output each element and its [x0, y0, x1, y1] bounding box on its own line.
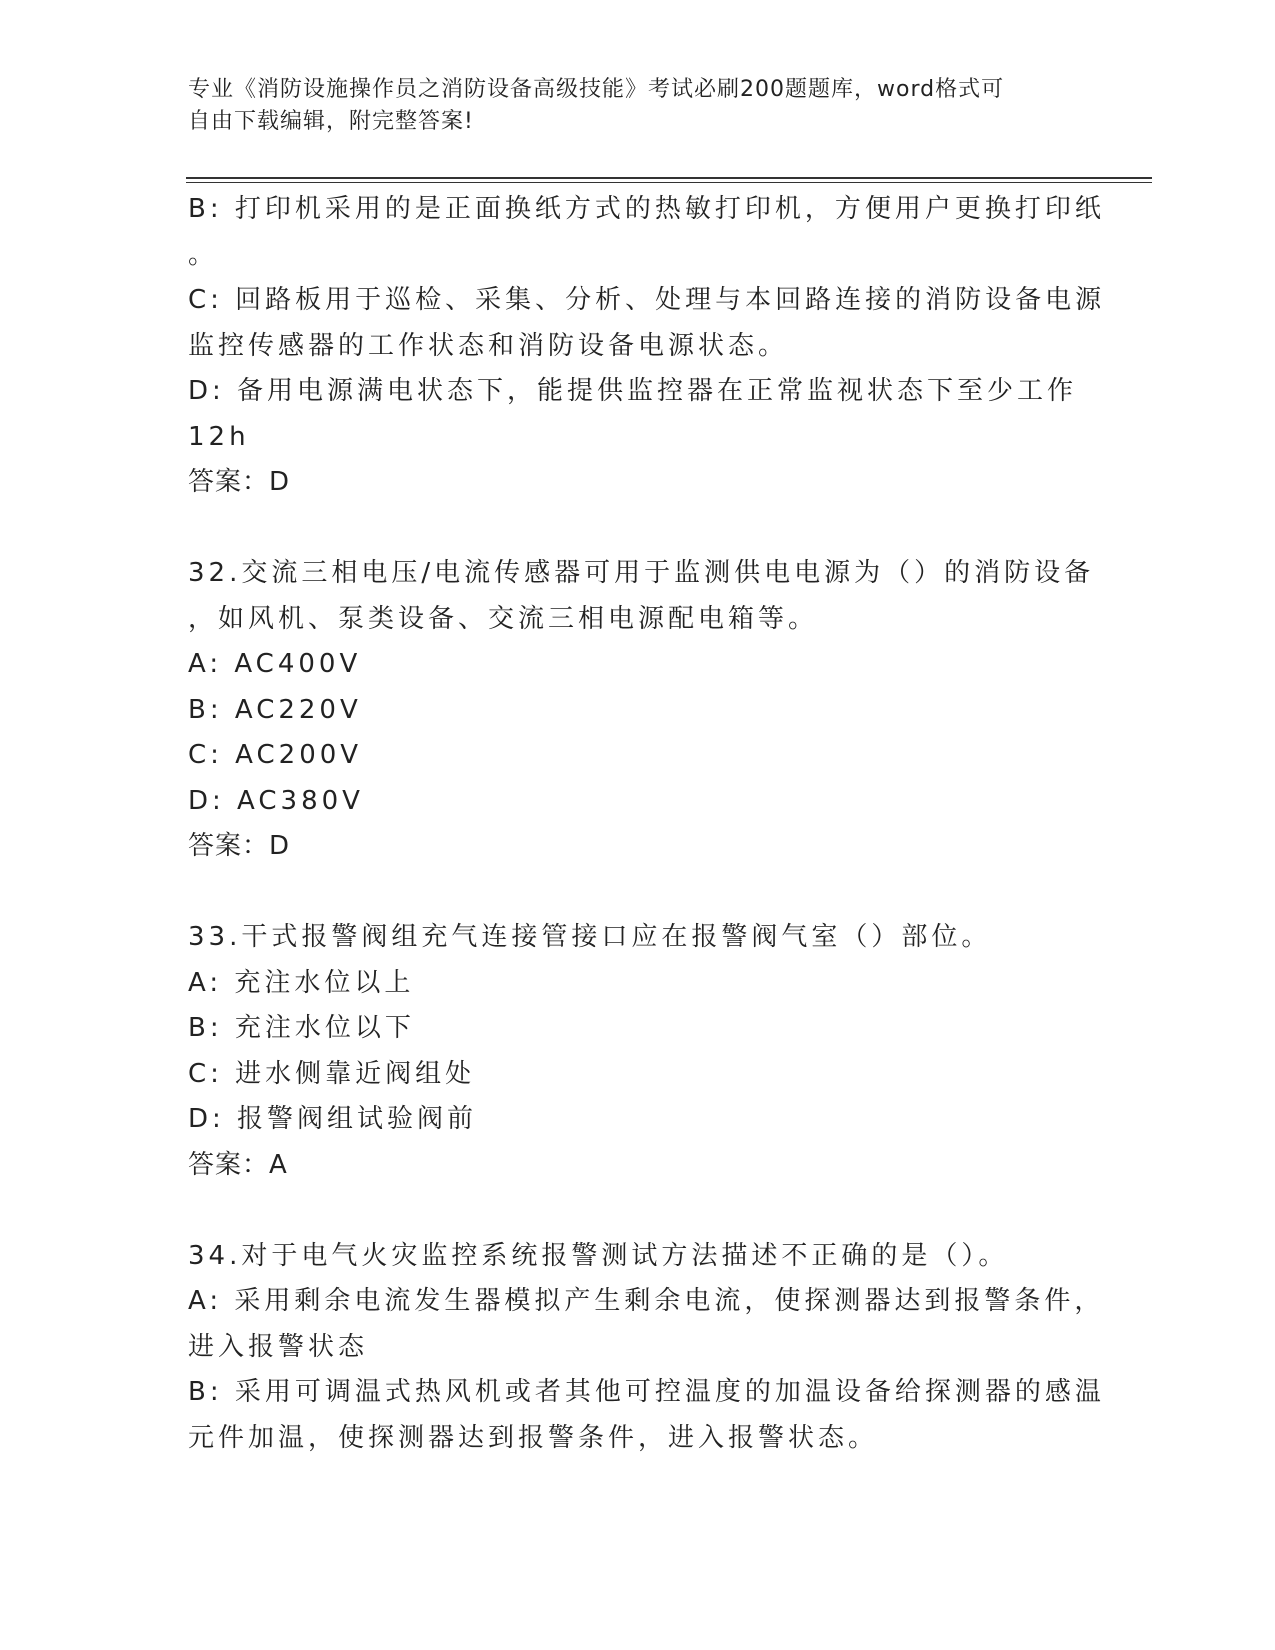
spacer	[188, 1188, 1088, 1234]
option-d-line-1: D: 备用电源满电状态下，能提供监控器在正常监视状态下至少工作	[188, 376, 1078, 406]
option-b: B: AC220V	[188, 694, 362, 725]
option-d: D: 报警阀组试验阀前	[188, 1104, 478, 1134]
question-stem-line-1: 32.交流三相电压/电流传感器可用于监测供电电源为（）的消防设备	[188, 558, 1095, 588]
answer: 答案：D	[188, 831, 291, 861]
question-content	[188, 187, 1106, 1461]
option-c-line-1: C: 回路板用于巡检、采集、分析、处理与本回路连接的消防设备电源	[188, 285, 1106, 315]
option-b-line-2: 。	[188, 239, 219, 270]
option-b-line-1: B: 打印机采用的是正面换纸方式的热敏打印机，方便用户更换打印纸	[188, 194, 1105, 224]
answer: 答案：A	[188, 1149, 288, 1180]
header-line-2: 自由下载编辑，附完整答案!	[188, 109, 474, 134]
question-33	[188, 915, 1088, 1188]
question-stem: 33.干式报警阀组充气连接管接口应在报警阀气室（）部位。	[188, 922, 992, 952]
option-c: C: 进水侧靠近阀组处	[188, 1058, 476, 1089]
question-stem-line-2: ，如风机、泵类设备、交流三相电源配电箱等。	[188, 603, 819, 634]
option-d-line-2: 12h	[188, 421, 250, 452]
header-rule-thick	[186, 177, 1152, 179]
option-a: A: AC400V	[188, 649, 362, 679]
option-b-line-2: 元件加温，使探测器达到报警条件，进入报警状态。	[188, 1422, 879, 1453]
question-34	[188, 1234, 1105, 1462]
question-stem: 34.对于电气火灾监控系统报警测试方法描述不正确的是（）。	[188, 1240, 1009, 1271]
option-b: B: 充注水位以下	[188, 1013, 415, 1043]
page-header	[188, 74, 1068, 138]
question-31-continued	[188, 187, 1106, 506]
option-a: A: 充注水位以上	[188, 967, 415, 998]
spacer	[188, 506, 1088, 552]
header-rule-thin	[186, 182, 1152, 183]
option-a-line-2: 进入报警状态	[188, 1331, 369, 1362]
option-b-line-1: B: 采用可调温式热风机或者其他可控温度的加温设备给探测器的感温	[188, 1377, 1105, 1407]
option-c: C: AC200V	[188, 740, 363, 770]
answer: 答案：D	[188, 467, 291, 497]
option-d: D: AC380V	[188, 785, 364, 816]
option-c-line-2: 监控传感器的工作状态和消防设备电源状态。	[188, 330, 789, 361]
header-line-1: 专业《消防设施操作员之消防设备高级技能》考试必刷200题题库，word格式可	[188, 77, 1005, 102]
spacer	[188, 870, 1088, 916]
option-a-line-1: A: 采用剩余电流发生器模拟产生剩余电流，使探测器达到报警条件，	[188, 1286, 1105, 1316]
question-32	[188, 551, 1095, 870]
